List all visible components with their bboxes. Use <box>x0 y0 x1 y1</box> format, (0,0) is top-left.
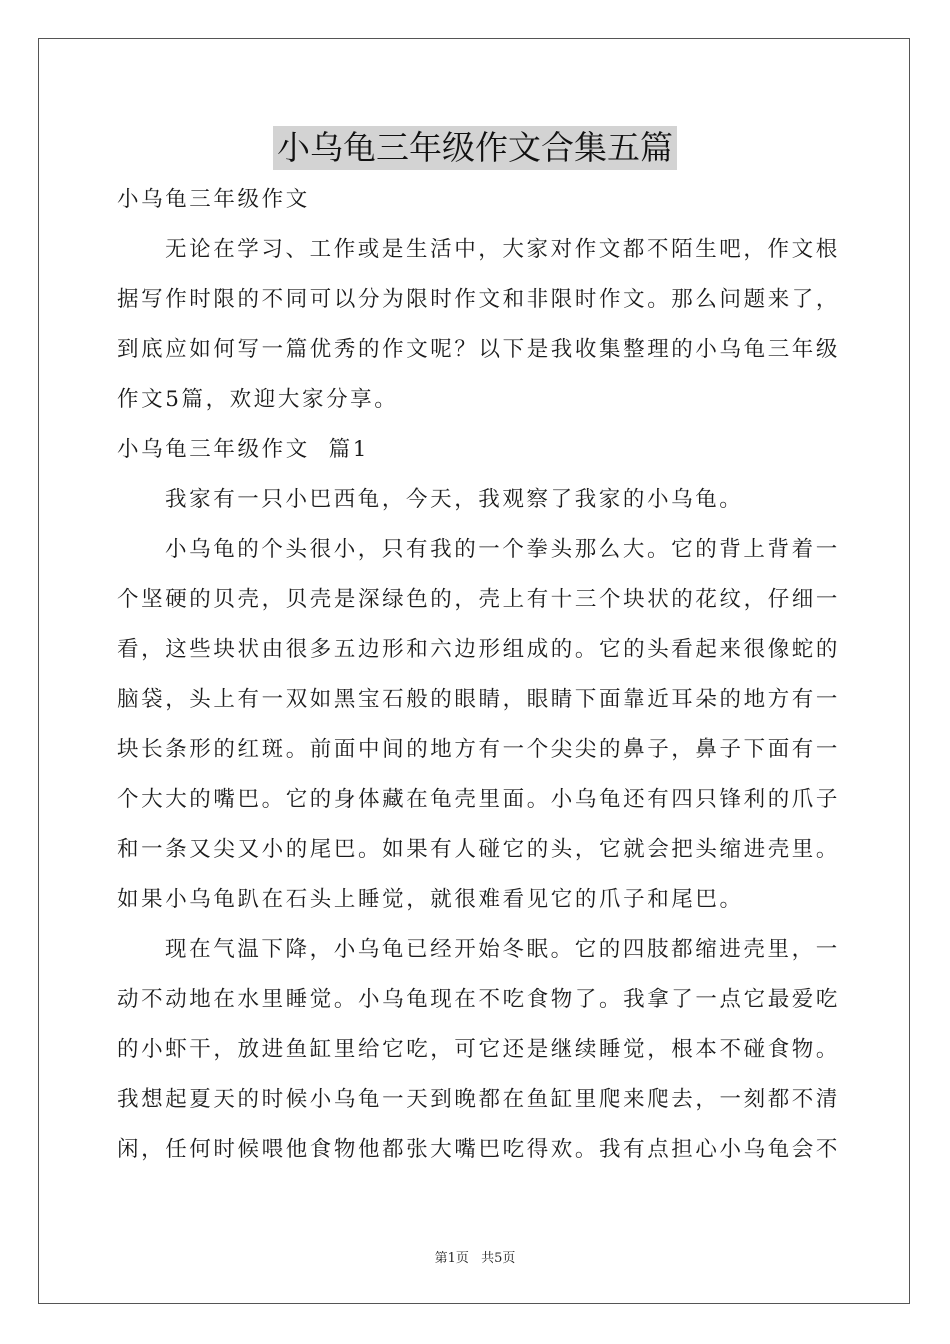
text-line: 作文5篇，欢迎大家分享。 <box>117 387 399 412</box>
text-line: 脑袋，头上有一双如黑宝石般的眼睛，眼睛下面靠近耳朵的地方有一 <box>117 687 841 712</box>
text-line: 我家有一只小巴西龟，今天，我观察了我家的小乌龟。 <box>165 487 744 512</box>
body-paragraph-3 <box>117 925 841 1175</box>
document-body <box>117 175 841 1175</box>
text-line: 小乌龟的个头很小，只有我的一个拳头那么大。它的背上背着一 <box>165 537 840 562</box>
section-heading: 小乌龟三年级作文 篇1 <box>117 437 370 462</box>
text-line: 的小虾干，放进鱼缸里给它吃，可它还是继续睡觉，根本不碰食物。 <box>117 1037 841 1062</box>
text-line: 看，这些块状由很多五边形和六边形组成的。它的头看起来很像蛇的 <box>117 637 841 662</box>
body-paragraph-1 <box>117 475 837 525</box>
text-line: 现在气温下降，小乌龟已经开始冬眠。它的四肢都缩进壳里，一 <box>165 937 840 962</box>
text-line: 个坚硬的贝壳，贝壳是深绿色的，壳上有十三个块状的花纹，仔细一 <box>117 587 841 612</box>
text-line: 我想起夏天的时候小乌龟一天到晚都在鱼缸里爬来爬去，一刻都不清 <box>117 1087 841 1112</box>
text-line: 无论在学习、工作或是生活中，大家对作文都不陌生吧，作文根 <box>165 237 840 262</box>
total-pages: 共5页 <box>481 1251 516 1266</box>
text-line: 动不动地在水里睡觉。小乌龟现在不吃食物了。我拿了一点它最爱吃 <box>117 987 841 1012</box>
page-footer <box>0 1247 950 1266</box>
text-line: 到底应如何写一篇优秀的作文呢？以下是我收集整理的小乌龟三年级 <box>117 337 841 362</box>
text-line: 如果小乌龟趴在石头上睡觉，就很难看见它的爪子和尾巴。 <box>117 887 744 912</box>
body-paragraph-2 <box>117 525 841 925</box>
intro-paragraph <box>117 225 841 425</box>
subtitle: 小乌龟三年级作文 <box>117 187 310 212</box>
text-line: 据写作时限的不同可以分为限时作文和非限时作文。那么问题来了， <box>117 287 841 312</box>
document-title: 小乌龟三年级作文合集五篇 <box>273 126 677 170</box>
title-container <box>0 126 950 170</box>
text-line: 个大大的嘴巴。它的身体藏在龟壳里面。小乌龟还有四只锋利的爪子 <box>117 787 841 812</box>
text-line: 和一条又尖又小的尾巴。如果有人碰它的头，它就会把头缩进壳里。 <box>117 837 841 862</box>
text-line: 闲，任何时候喂他食物他都张大嘴巴吃得欢。我有点担心小乌龟会不 <box>117 1137 841 1162</box>
page-number: 第1页 <box>434 1251 469 1266</box>
text-line: 块长条形的红斑。前面中间的地方有一个尖尖的鼻子，鼻子下面有一 <box>117 737 841 762</box>
